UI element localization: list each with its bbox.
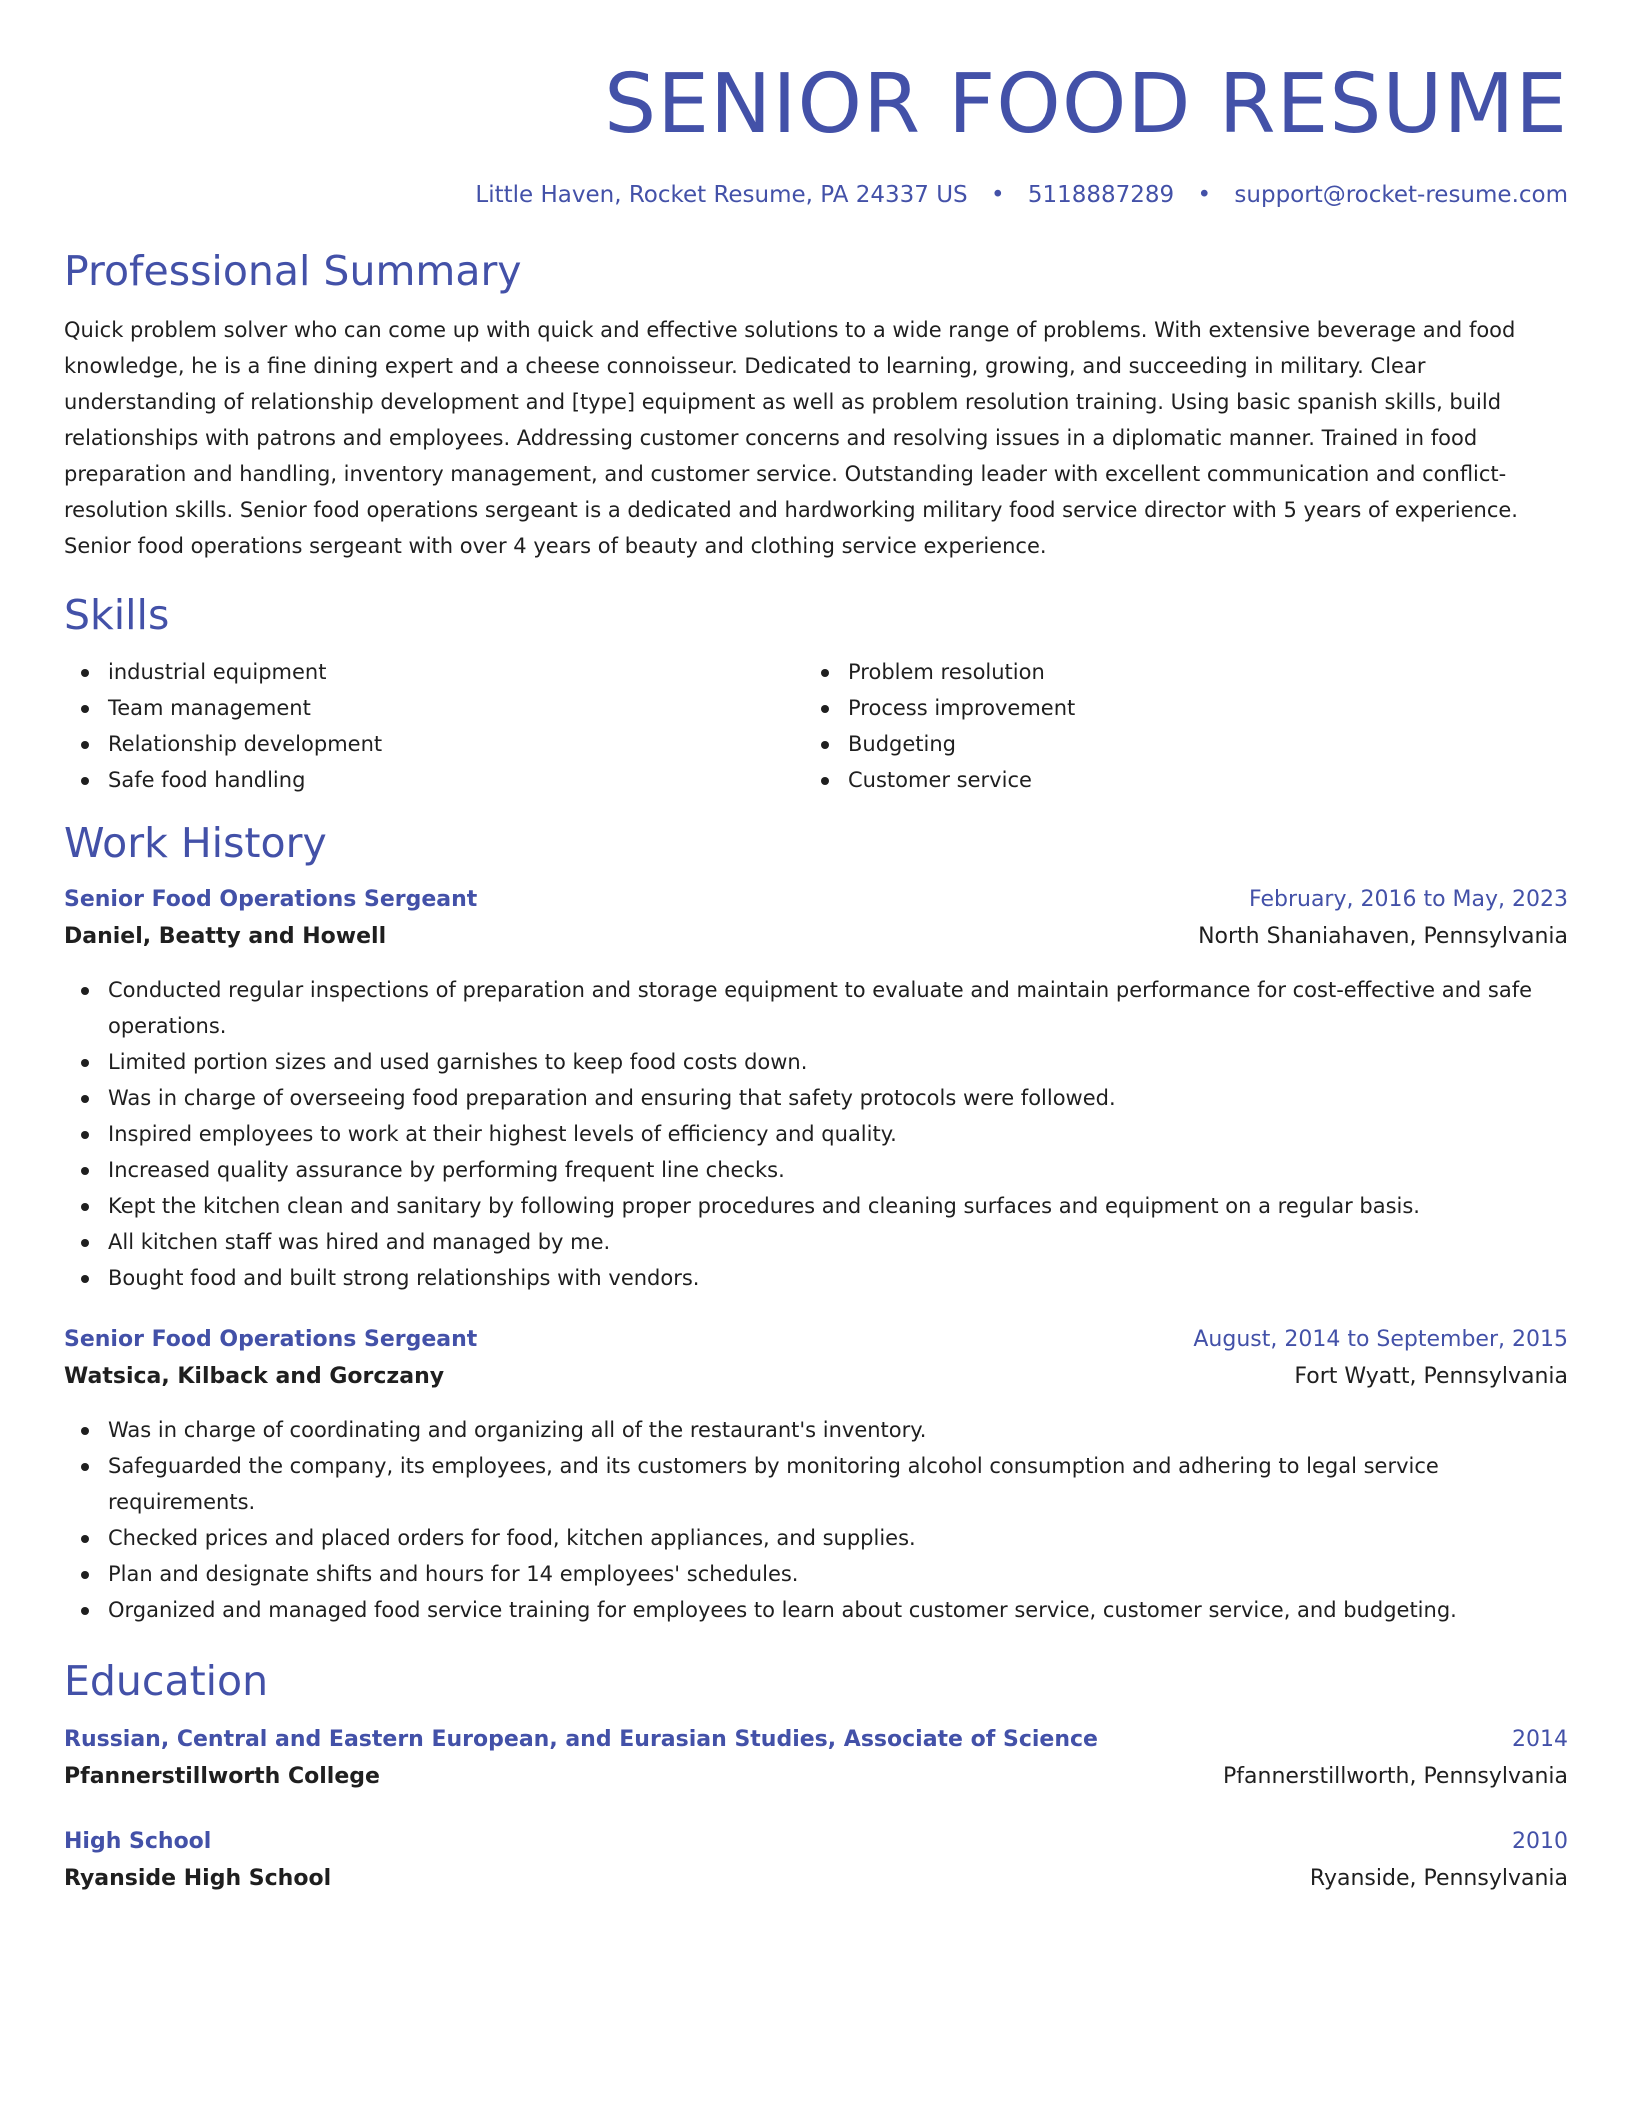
skill-item: Budgeting [804, 726, 1544, 762]
education-degree: Russian, Central and Eastern European, and Eurasian Studies, Associate of Science [64, 1727, 1098, 1752]
education-section [64, 1656, 1568, 1898]
resume-header [64, 56, 1568, 210]
education-school: Pfannerstillworth College [64, 1764, 380, 1789]
education-year: 2010 [1512, 1829, 1568, 1854]
skills-section [64, 590, 1568, 798]
skills-heading: Skills [64, 591, 170, 639]
list-item: Inspired employees to work at their highest levels of efficiency and quality. [64, 1116, 1568, 1152]
education-year: 2014 [1512, 1727, 1568, 1752]
list-item: Safeguarded the company, its employees, and its customers by monitoring alcohol consumption and adhering to legal service requirements. [64, 1448, 1568, 1520]
job-company-row [64, 1358, 1568, 1396]
list-item: Increased quality assurance by performing frequent line checks. [64, 1152, 1568, 1188]
skill-item: Process improvement [804, 690, 1544, 726]
contact-phone: 5118887289 [1027, 182, 1175, 208]
job-entry [64, 868, 1568, 1296]
skill-item: Problem resolution [804, 654, 1544, 690]
work-heading: Work History [64, 819, 327, 867]
job-company: Watsica, Kilback and Gorczany [64, 1364, 445, 1389]
list-item: Plan and designate shifts and hours for 14 employees' schedules. [64, 1556, 1568, 1592]
list-item: Was in charge of coordinating and organizing all of the restaurant's inventory. [64, 1412, 1568, 1448]
job-bullets [64, 1412, 1568, 1628]
contact-separator: • [990, 182, 1005, 208]
list-item: Checked prices and placed orders for food, kitchen appliances, and supplies. [64, 1520, 1568, 1556]
education-school: Ryanside High School [64, 1866, 332, 1891]
work-section [64, 818, 1568, 1628]
skills-grid [64, 654, 1568, 798]
resume-name: SENIOR FOOD RESUME [604, 57, 1568, 152]
education-degree: High School [64, 1829, 212, 1854]
job-dates: August, 2014 to September, 2015 [1193, 1327, 1568, 1352]
job-location: Fort Wyatt, Pennsylvania [1294, 1364, 1568, 1389]
list-item: All kitchen staff was hired and managed by me. [64, 1224, 1568, 1260]
list-item: Kept the kitchen clean and sanitary by following proper procedures and cleaning surfaces and equipment on a regular basis. [64, 1188, 1568, 1224]
skill-item: Team management [64, 690, 804, 726]
education-school-row [64, 1758, 1568, 1796]
summary-text: Quick problem solver who can come up with quick and effective solutions to a wide range of problems. With extensive beverage and food knowledge, he is a fine dining expert and a cheese connoisseur. Dedicated to learning, growing, and succeeding in military. Clear understanding of relationship development and [type] equipment as well as problem resolution training. Using basic spanish skills, build relationships with patrons and employees. Addressing customer concerns and resolving issues in a diplomatic manner. Trained in food preparation and handling, inventory management, and customer service. Outstanding leader with excellent communication and conflict-resolution skills. Senior food operations sergeant is a dedicated and hardworking military food service director with 5 years of experience. Senior food operations sergeant with over 4 years of beauty and clothing service experience. [64, 318, 1518, 558]
list-item: Organized and managed food service training for employees to learn about customer service, customer service, and budgeting. [64, 1592, 1568, 1628]
education-heading: Education [64, 1657, 269, 1705]
job-location: North Shaniahaven, Pennsylvania [1198, 924, 1568, 949]
skills-list-right [804, 654, 1544, 798]
job-bullets [64, 972, 1568, 1296]
education-entry [64, 1796, 1568, 1898]
list-item: Limited portion sizes and used garnishes to keep food costs down. [64, 1044, 1568, 1080]
contact-email: support@rocket-resume.com [1234, 182, 1568, 208]
education-degree-row [64, 1796, 1568, 1860]
list-item: Conducted regular inspections of preparation and storage equipment to evaluate and maintain performance for cost-effective and safe operations. [64, 972, 1568, 1044]
job-dates: February, 2016 to May, 2023 [1249, 887, 1568, 912]
skills-list-left [64, 654, 804, 798]
education-school-row [64, 1860, 1568, 1898]
contact-separator: • [1197, 182, 1212, 208]
contact-address: Little Haven, Rocket Resume, PA 24337 US [475, 182, 968, 208]
list-item: Bought food and built strong relationships with vendors. [64, 1260, 1568, 1296]
skill-item: industrial equipment [64, 654, 804, 690]
education-entry [64, 1706, 1568, 1796]
education-location: Pfannerstillworth, Pennsylvania [1223, 1764, 1568, 1789]
education-location: Ryanside, Pennsylvania [1309, 1866, 1568, 1891]
skill-item: Customer service [804, 762, 1544, 798]
summary-heading: Professional Summary [64, 247, 522, 295]
job-title-row [64, 868, 1568, 918]
skill-item: Safe food handling [64, 762, 804, 798]
summary-section [64, 246, 1568, 564]
contact-line [64, 180, 1568, 210]
list-item: Was in charge of overseeing food preparation and ensuring that safety protocols were followed. [64, 1080, 1568, 1116]
job-title: Senior Food Operations Sergeant [64, 887, 478, 912]
skill-item: Relationship development [64, 726, 804, 762]
job-title-row [64, 1296, 1568, 1358]
job-company: Daniel, Beatty and Howell [64, 924, 387, 949]
job-company-row [64, 918, 1568, 956]
job-title: Senior Food Operations Sergeant [64, 1327, 478, 1352]
education-degree-row [64, 1706, 1568, 1758]
job-entry [64, 1296, 1568, 1628]
